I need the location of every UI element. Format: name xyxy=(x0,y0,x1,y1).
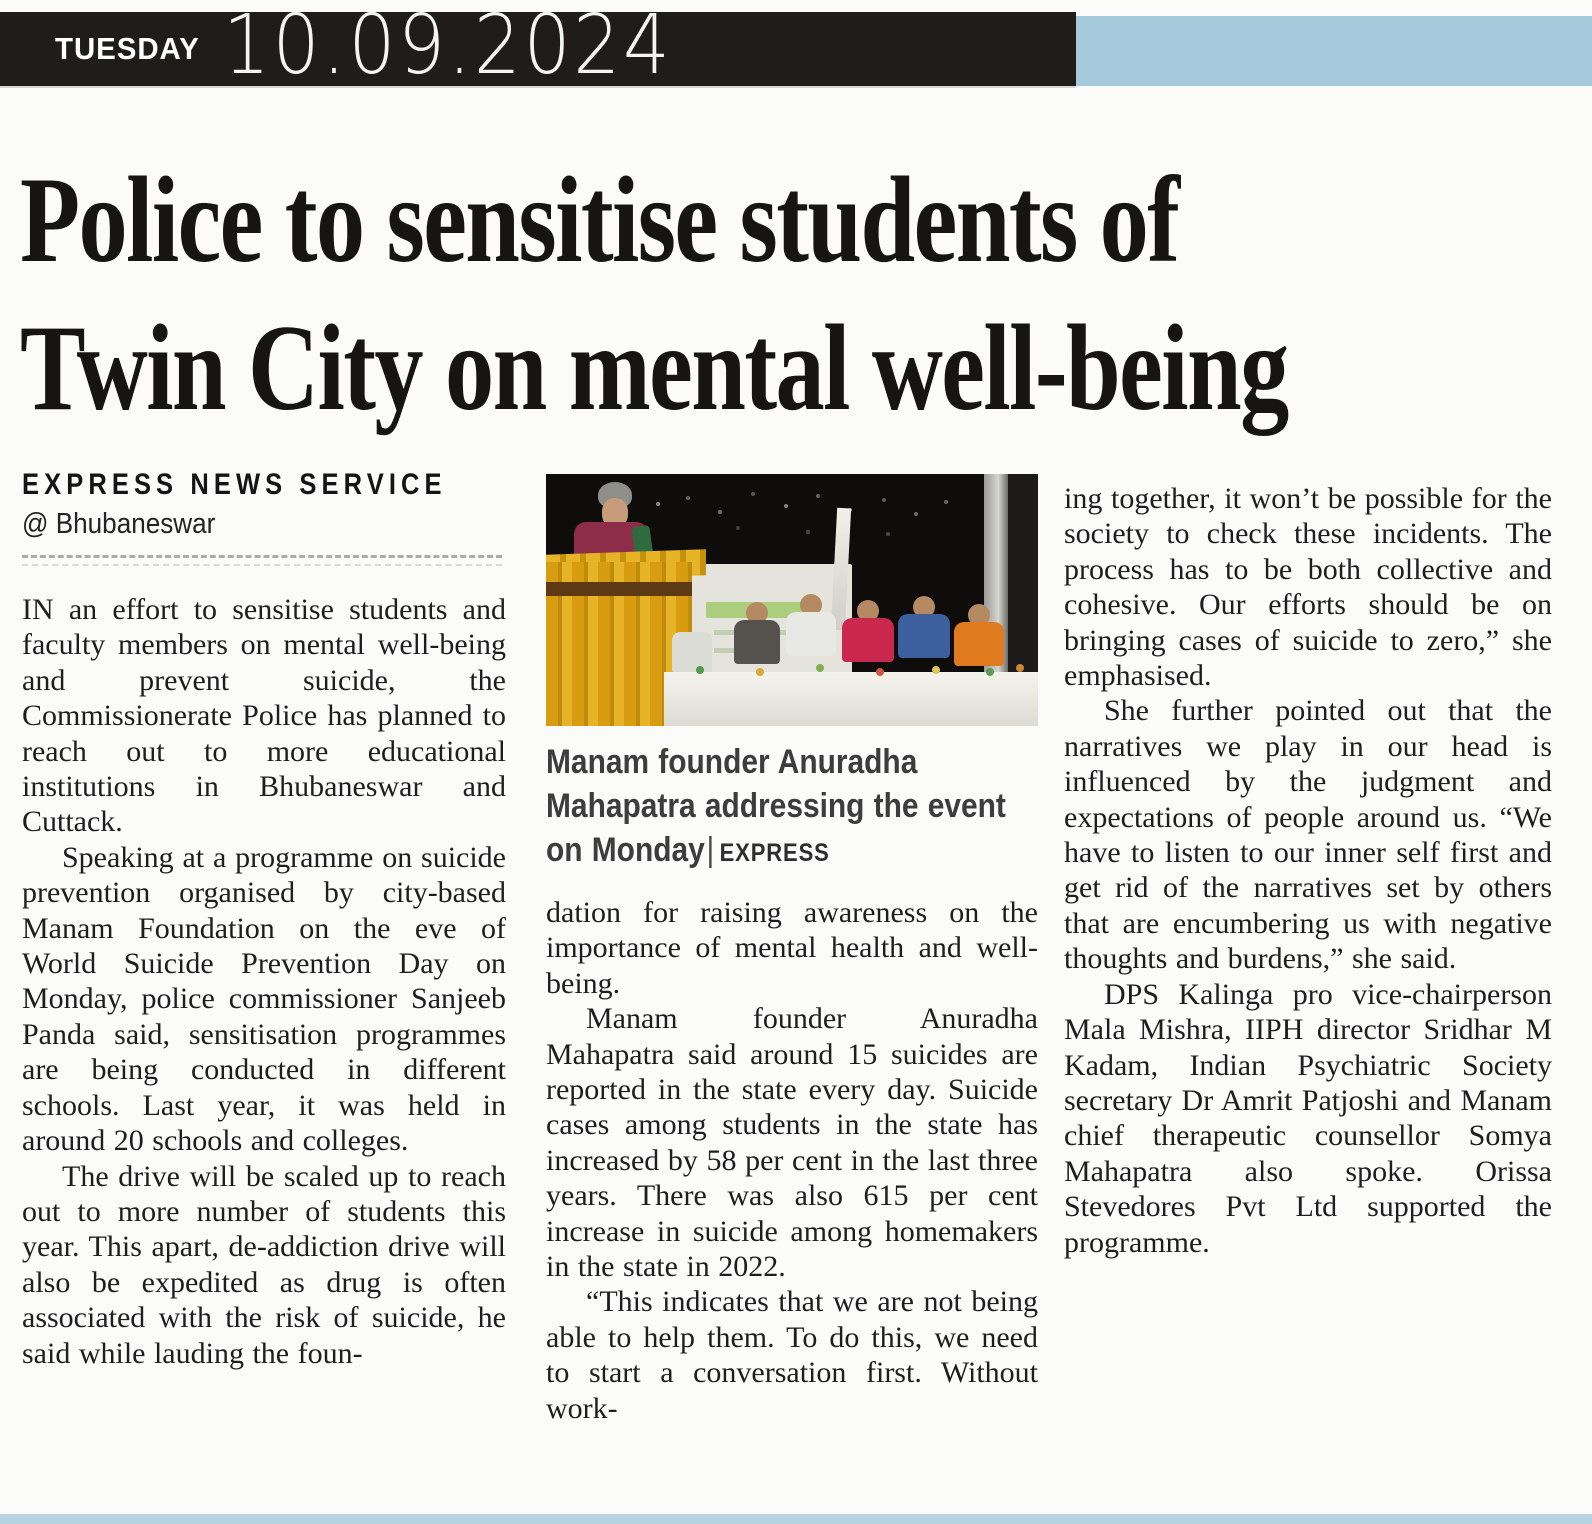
news-photo-figure xyxy=(546,474,1038,875)
table-items xyxy=(696,666,704,674)
date-banner xyxy=(0,0,1076,93)
paragraph: “This indicates that we are not being able to help them. To do this, we need to start a conversation first. Without work- xyxy=(546,1285,1038,1425)
photo-caption xyxy=(546,740,1039,875)
news-photo xyxy=(546,474,1038,726)
paragraph: DPS Kalinga pro vice-chairperson Mala Mishra, IIPH director Sridhar M Kadam, Indian Psychiatric Society secretary Dr Amrit Patjoshi and Manam chief therapeutic counsellor Somya Mahapatra also spoke. Orissa Stevedores Pvt Ltd supported the programme. xyxy=(1064,977,1552,1259)
paragraph: dation for raising awareness on the importance of mental health and well-being. xyxy=(546,896,1038,1000)
paragraph: ing together, it won’t be possible for the society to check these incidents. The process has to be both collective and cohesive. Our efforts should be on bringing cases of suicide to zero,” she emphasised. xyxy=(1064,482,1552,693)
photo-caption-text: Manam founder Anuradha Mahapatra addressing the event on Monday xyxy=(546,743,1006,869)
paragraph: Speaking at a programme on suicide prevention organised by city-based Manam Foundation on the eve of World Suicide Prevention Day on Monday, police commissioner Sanjeeb Panda said, sensitisation programmes are being conducted in different schools. Last year, it was held in around 20 schools and colleges. xyxy=(22,840,506,1158)
paragraph: She further pointed out that the narratives we play in our head is influenced by the judgment and expectations of people around us. “We have to listen to our inner self first and get rid of the narratives set by others that are encumbering us with negative thoughts and burdens,” she said. xyxy=(1064,694,1552,976)
paragraph: The drive will be scaled up to reach out to more number of students this year. This apart, de-addiction drive will also be expedited as drug is often associated with the risk of suicide, he said while lauding the foun- xyxy=(22,1159,506,1370)
byline-agency: EXPRESS NEWS SERVICE xyxy=(22,468,447,501)
article-headline xyxy=(20,146,1288,442)
caption-separator: | xyxy=(706,831,715,869)
article-column-1 xyxy=(22,468,506,1371)
headline-line-2: Twin City on mental well-being xyxy=(20,299,1288,436)
paragraph: IN an effort to sensitise students and faculty members on mental well-being and prevent suicide, the Commissionerate Police has planned to reach out to more educational institutions in Bhubaneswar and Cuttack. xyxy=(22,593,506,839)
podium-band xyxy=(546,582,692,596)
article-column-3 xyxy=(1064,481,1552,1260)
date-label: 10.09.2024 xyxy=(223,0,673,93)
masthead-accent-strip xyxy=(1076,16,1592,86)
weekday-label: TUESDAY xyxy=(55,31,200,66)
article-column-2 xyxy=(546,474,1038,1426)
chair xyxy=(672,632,712,672)
byline-location: @ Bhubaneswar xyxy=(22,508,216,540)
headline-line-1: Police to sensitise students of xyxy=(20,151,1179,288)
page-bottom-strip xyxy=(0,1514,1592,1524)
paragraph: Manam founder Anuradha Mahapatra said around 15 suicides are reported in the state every day. Suicide cases among students in the state has increased by 58 per cent in the last three years. There was also 615 per cent increase in suicide among homemakers in the state in 2022. xyxy=(546,1002,1038,1284)
table-drape xyxy=(664,672,1038,726)
photo-credit: EXPRESS xyxy=(719,839,830,867)
stage-lights xyxy=(656,502,660,506)
byline-divider xyxy=(22,555,502,566)
